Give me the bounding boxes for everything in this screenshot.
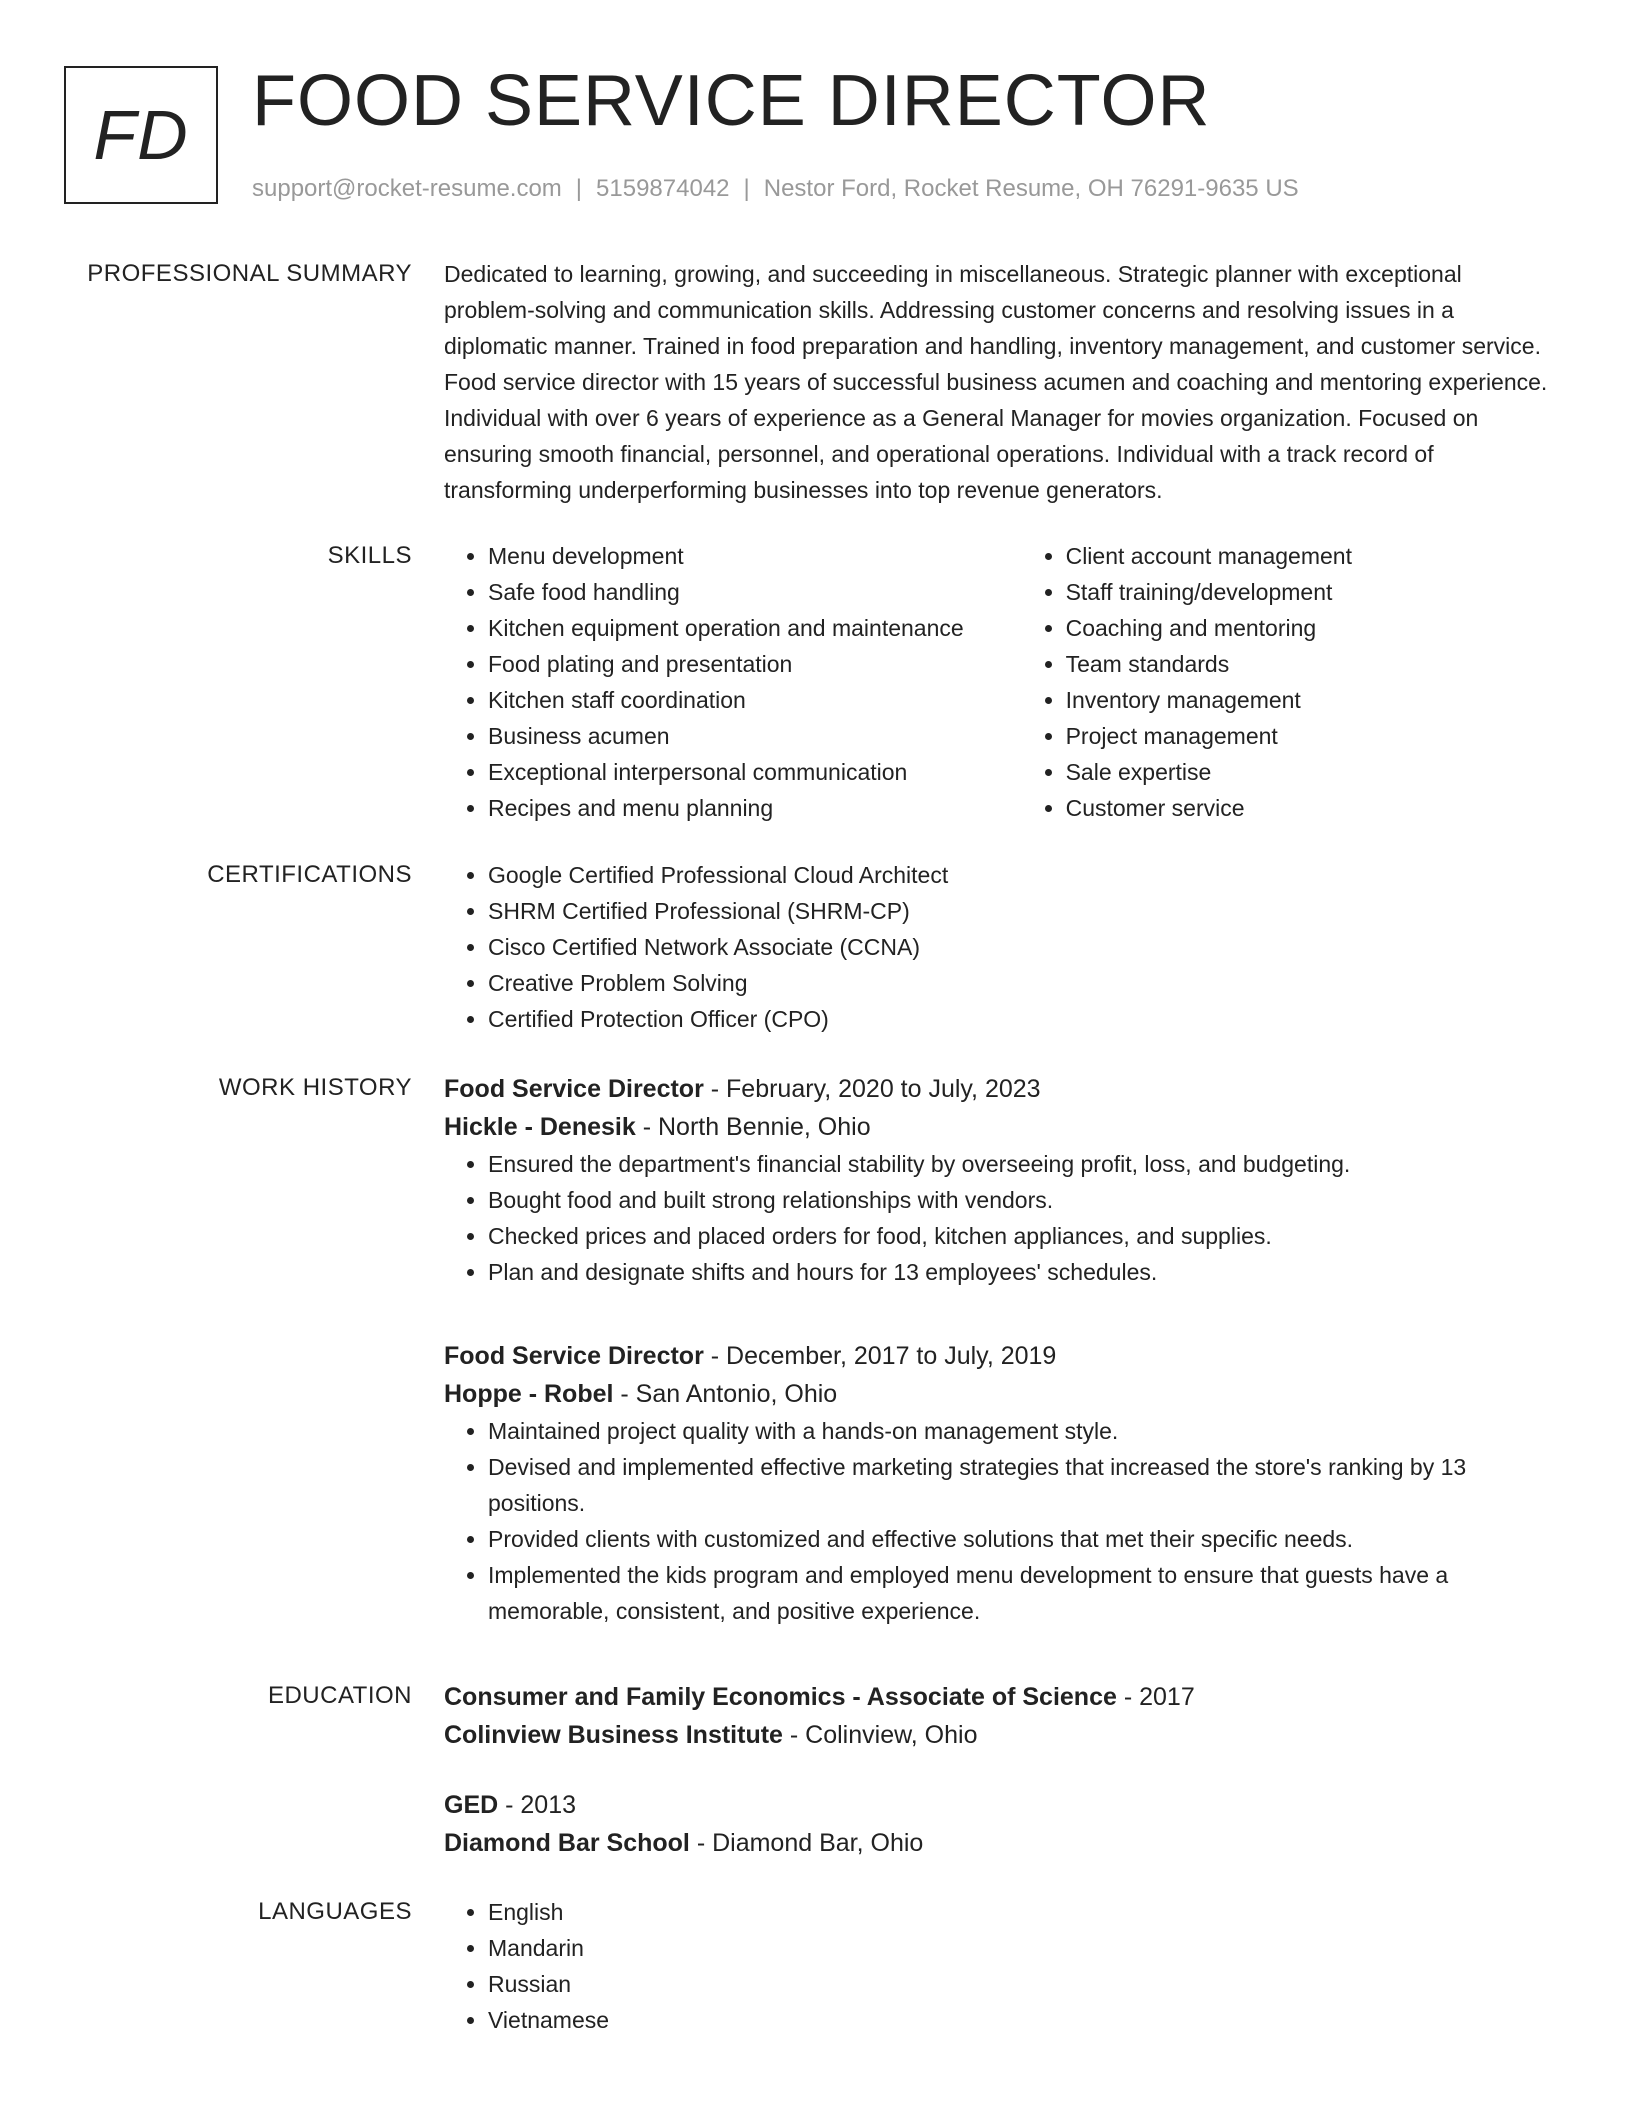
skill-item: • Coaching and mentoring (1066, 610, 1556, 646)
job-bullet: • Bought food and built strong relationships with vendors. (488, 1182, 1556, 1218)
work-history-label: WORK HISTORY (218, 1074, 412, 1101)
job-bullets (444, 1146, 1556, 1290)
languages-body (444, 1894, 1556, 2038)
languages-label: LANGUAGES (258, 1898, 412, 1925)
education-year: - 2017 (1116, 1683, 1195, 1711)
job-dates: - December, 2017 to July, 2019 (703, 1342, 1057, 1370)
contact-separator: | (743, 175, 750, 202)
job-entry (444, 1070, 1556, 1290)
work-history-body-2 (444, 1337, 1556, 1629)
job-bullet: • Plan and designate shifts and hours for 13 employees' schedules. (488, 1254, 1556, 1290)
summary-body (444, 256, 1556, 508)
job-org-line (444, 1108, 1556, 1146)
skill-item: • Exceptional interpersonal communication (488, 754, 1022, 790)
skill-item: • Project management (1066, 718, 1556, 754)
education-body (444, 1678, 1556, 1754)
job-bullet: • Ensured the department's financial stability by overseeing profit, loss, and budgeting. (488, 1146, 1556, 1182)
skill-item: • Business acumen (488, 718, 1022, 754)
monogram-box (64, 66, 218, 204)
skill-item: • Customer service (1066, 790, 1556, 826)
skill-item: • Recipes and menu planning (488, 790, 1022, 826)
education-degree-line (444, 1678, 1556, 1716)
certification-item: • Google Certified Professional Cloud Architect (488, 857, 1556, 893)
job-location: - San Antonio, Ohio (613, 1380, 838, 1408)
certification-item: • Certified Protection Officer (CPO) (488, 1001, 1556, 1037)
job-title-line (444, 1337, 1556, 1375)
certifications-list (444, 857, 1556, 1037)
education-location: - Colinview, Ohio (782, 1721, 978, 1749)
education-location: - Diamond Bar, Ohio (689, 1829, 924, 1857)
job-title-line (444, 1070, 1556, 1108)
work-history-body (444, 1070, 1556, 1290)
job-dates: - February, 2020 to July, 2023 (703, 1075, 1041, 1103)
education-body-2 (444, 1786, 1556, 1862)
skill-item: • Inventory management (1066, 682, 1556, 718)
contact-phone[interactable]: 5159874042 (596, 175, 730, 202)
contact-separator: | (575, 175, 583, 202)
language-item: • English (488, 1894, 1556, 1930)
contact-email[interactable]: support@rocket-resume.com (252, 175, 562, 202)
skill-item: • Kitchen equipment operation and maintenance (488, 610, 1022, 646)
certifications-label: CERTIFICATIONS (207, 861, 412, 888)
job-bullets (444, 1413, 1556, 1629)
resume-title: FOOD SERVICE DIRECTOR (252, 61, 1211, 141)
skill-item: • Kitchen staff coordination (488, 682, 1022, 718)
job-company: Hickle - Denesik (444, 1113, 636, 1141)
job-title: Food Service Director (444, 1342, 704, 1370)
contact-address: Nestor Ford, Rocket Resume, OH 76291-9635 US (763, 175, 1299, 202)
education-school: Diamond Bar School (444, 1829, 690, 1857)
certification-item: • SHRM Certified Professional (SHRM-CP) (488, 893, 1556, 929)
job-bullet: • Checked prices and placed orders for food, kitchen appliances, and supplies. (488, 1218, 1556, 1254)
job-entry (444, 1337, 1556, 1629)
certifications-body (444, 857, 1556, 1037)
education-entry (444, 1786, 1556, 1862)
skills-body (444, 538, 1556, 826)
skill-item: • Safe food handling (488, 574, 1022, 610)
skill-item: • Food plating and presentation (488, 646, 1022, 682)
job-company: Hoppe - Robel (444, 1380, 614, 1408)
education-entry (444, 1678, 1556, 1754)
education-school-line (444, 1824, 1556, 1862)
skills-column-1 (444, 538, 1022, 826)
certification-item: • Cisco Certified Network Associate (CCNA) (488, 929, 1556, 965)
job-location: - North Bennie, Ohio (635, 1113, 871, 1141)
certification-item: • Creative Problem Solving (488, 965, 1556, 1001)
summary-label: PROFESSIONAL SUMMARY (87, 260, 412, 287)
education-year: - 2013 (498, 1791, 577, 1819)
skill-item: • Menu development (488, 538, 1022, 574)
job-title: Food Service Director (444, 1075, 704, 1103)
job-bullet: • Provided clients with customized and effective solutions that met their specific needs. (488, 1521, 1556, 1557)
skill-item: • Sale expertise (1066, 754, 1556, 790)
job-bullet: • Maintained project quality with a hands-on management style. (488, 1413, 1556, 1449)
summary-text: Dedicated to learning, growing, and succeeding in miscellaneous. Strategic planner with exceptional problem-solving and communication skills. Addressing customer concerns and resolving issues in a diplomatic manner. Trained in food preparation and handling, inventory management, and customer service. Food service director with 15 years of successful business acumen and coaching and mentoring experience. Individual with over 6 years of experience as a General Manager for movies organization. Focused on ensuring smooth financial, personnel, and operational operations. Individual with a track record of transforming underperforming businesses into top revenue generators. (444, 261, 1548, 503)
languages-list (444, 1894, 1556, 2038)
job-bullet: • Implemented the kids program and employed menu development to ensure that guests have a memorable, consistent, and positive experience. (488, 1557, 1556, 1629)
job-org-line (444, 1375, 1556, 1413)
language-item: • Mandarin (488, 1930, 1556, 1966)
education-degree: Consumer and Family Economics - Associate of Science (444, 1683, 1117, 1711)
skill-item: • Team standards (1066, 646, 1556, 682)
job-bullet: • Devised and implemented effective marketing strategies that increased the store's ranking by 13 positions. (488, 1449, 1556, 1521)
education-school: Colinview Business Institute (444, 1721, 783, 1749)
education-degree: GED (444, 1791, 499, 1819)
skills-label: SKILLS (327, 542, 412, 569)
skill-item: • Staff training/development (1066, 574, 1556, 610)
education-school-line (444, 1716, 1556, 1754)
language-item: • Russian (488, 1966, 1556, 2002)
language-item: • Vietnamese (488, 2002, 1556, 2038)
contact-line (252, 174, 1299, 204)
skills-column-2 (1022, 538, 1556, 826)
education-degree-line (444, 1786, 1556, 1824)
education-label: EDUCATION (267, 1682, 412, 1709)
monogram-initials: FD (93, 96, 189, 174)
skill-item: • Client account management (1066, 538, 1556, 574)
